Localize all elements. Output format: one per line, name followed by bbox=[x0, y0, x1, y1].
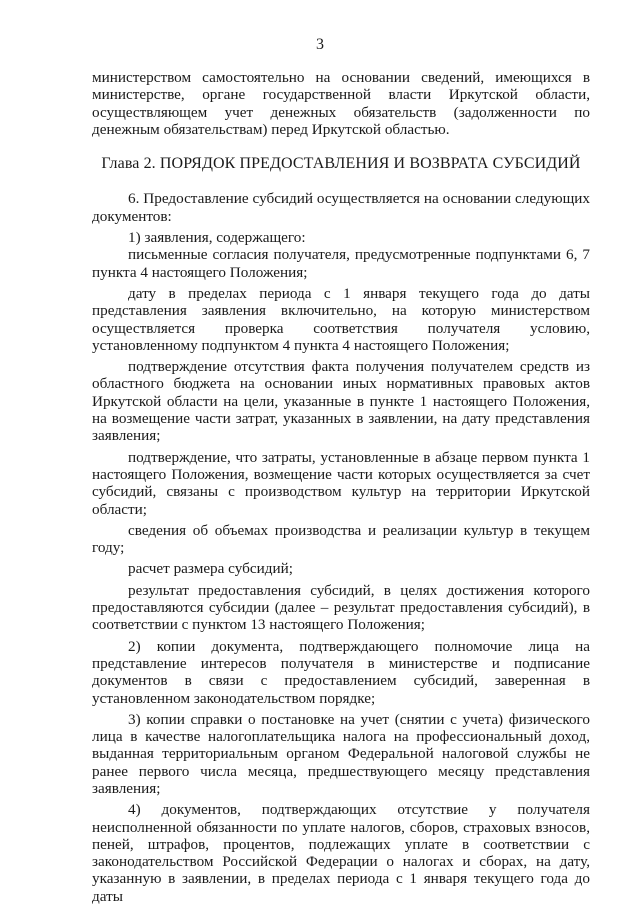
page-number: 3 bbox=[316, 36, 324, 53]
document-body bbox=[92, 69, 590, 905]
paragraph-no-funds: подтверждение отсутствия факта получения получателем средств из областного бюджета на основании иных нормативных правовых актов Иркутской области на цели, указанные в пункте 1 настоящего Положения, на возмещение части затрат, указанных в заявлении, на дату представления заявления; bbox=[92, 358, 590, 445]
paragraph-costs: подтверждение, что затраты, установленные в абзаце первом пункта 1 настоящего Положения, возмещение части которых осуществляется за счет субсидий, связаны с производством культур на территории Иркутской области; bbox=[92, 448, 590, 518]
paragraph-volumes: сведения об объемах производства и реализации культур в текущем году; bbox=[92, 521, 590, 557]
paragraph-calculation: расчет размера субсидий; bbox=[128, 560, 293, 578]
paragraph-intro: министерством самостоятельно на основании сведений, имеющихся в министерстве, органе государственной власти Иркутской области, осуществляющем учет денежных обязательств (задолженности по денежным обязательствам) перед Иркутской областью. bbox=[92, 69, 590, 138]
paragraph-subitem-1: 1) заявления, содержащего: bbox=[128, 229, 306, 247]
paragraph-date: дату в пределах периода с 1 января текущего года до даты представления заявления включительно, на которую министерством осуществляется проверка соответствия получателя условию, установленному подпунктом 4 пункта 4 настоящего Положения; bbox=[92, 284, 590, 354]
paragraph-subitem-3: 3) копии справки о постановке на учет (снятии с учета) физического лица в качестве налогоплательщика налога на профессиональный доход, выданная территориальным органом Федеральной налоговой службы не ранее первого числа месяца, предшествующего месяцу представления заявления; bbox=[92, 710, 590, 797]
paragraph-subitem-2: 2) копии документа, подтверждающего полномочие лица на представление интересов получателя в министерстве и подписание документов в связи с предоставлением субсидий, заверенная в установленном законодательством порядке; bbox=[92, 637, 590, 707]
paragraph-item-6: 6. Предоставление субсидий осуществляется на основании следующих документов: bbox=[92, 190, 590, 225]
paragraph-consents: письменные согласия получателя, предусмотренные подпунктами 6, 7 пункта 4 настоящего Положения; bbox=[92, 246, 590, 281]
paragraph-subitem-4: 4) документов, подтверждающих отсутствие у получателя неисполненной обязанности по уплате налогов, сборов, страховых взносов, пеней, штрафов, процентов, подлежащих уплате в соответствии с законодательством Российской Федерации о налогах и сборах, на дату, указанную в заявлении, в пределах периода с 1 января текущего года до даты bbox=[92, 801, 590, 905]
paragraph-result: результат предоставления субсидий, в целях достижения которого предоставляются субсидии (далее – результат предоставления субсидий), в соответствии с пунктом 13 настоящего Положения; bbox=[92, 581, 590, 634]
chapter-heading: Глава 2. ПОРЯДОК ПРЕДОСТАВЛЕНИЯ И ВОЗВРАТА СУБСИДИЙ bbox=[101, 155, 581, 173]
